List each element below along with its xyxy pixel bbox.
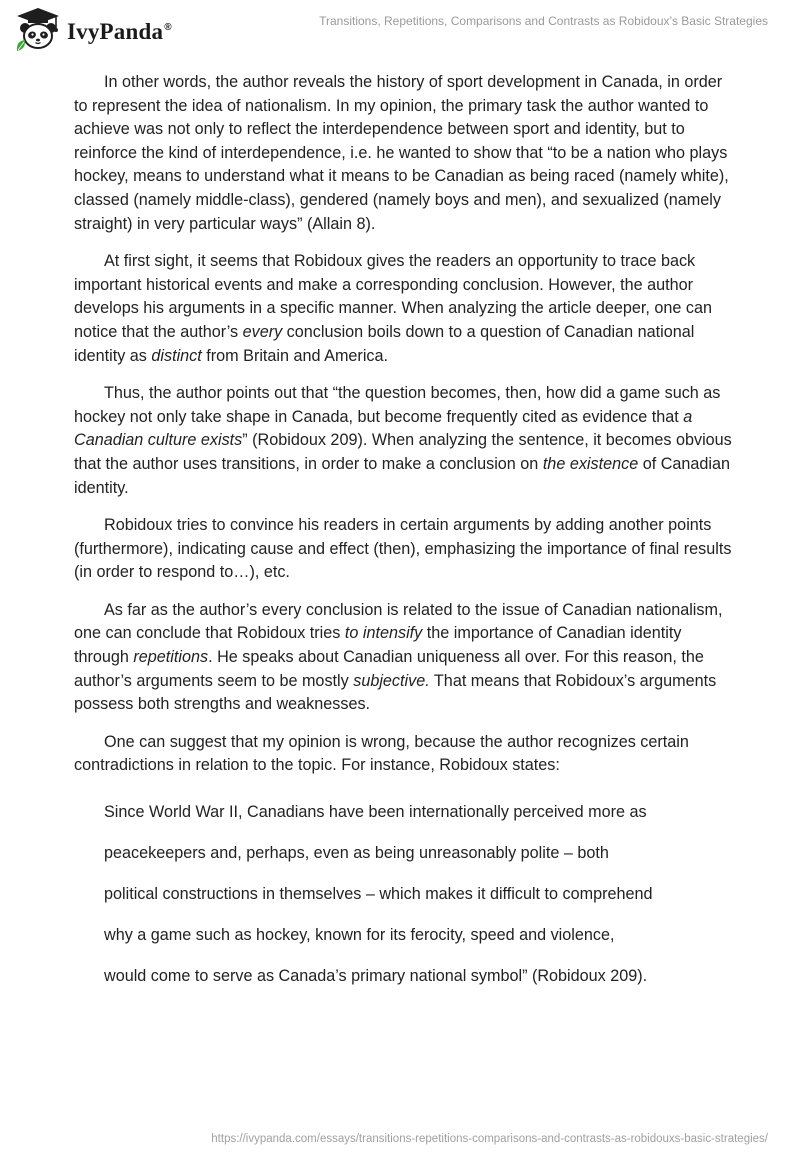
panda-graduate-icon [14, 7, 62, 53]
paragraph-3: Thus, the author points out that “the question becomes, then, how did a game such as hockey not only take shape in Canada, but become frequently cited as evidence that a Canadian culture exists” (Robidoux 209). When analyzing the sentence, it becomes obvious that the author uses transitions, in order to make a conclusion on the existence of Canadian identity. [74, 384, 732, 497]
paragraph-6: One can suggest that my opinion is wrong, because the author recognizes certain contradictions in relation to the topic. For instance, Robidoux states: [74, 732, 689, 775]
paragraph-2: At first sight, it seems that Robidoux gives the readers an opportunity to trace back important historical events and make a corresponding conclusion. However, the author develops his arguments in a specific manner. When analyzing the article deeper, one can notice that the author’s every conclusion boils down to a question of Canadian national identity as distinct from Britain and America. [74, 252, 712, 365]
quote-line: would come to serve as Canada’s primary national symbol” (Robidoux 209). [104, 967, 648, 986]
paragraph-4: Robidoux tries to convince his readers in certain arguments by adding another points (furthermore), indicating cause and effect (then), emphasizing the importance of final results (in order to respond to…), etc. [74, 516, 732, 582]
quote-line: political constructions in themselves – which makes it difficult to comprehend [104, 885, 653, 904]
quote-line: peacekeepers and, perhaps, even as being unreasonably polite – both [104, 844, 609, 863]
ivypanda-logo[interactable] [14, 7, 172, 53]
quote-line: Since World War II, Canadians have been internationally perceived more as [104, 803, 647, 822]
block-quote [74, 792, 734, 997]
quote-line: why a game such as hockey, known for its ferocity, speed and violence, [104, 926, 615, 945]
paragraph-1: In other words, the author reveals the history of sport development in Canada, in order to represent the idea of nationalism. In my opinion, the primary task the author wanted to achieve was not only to reflect the interdependence between sport and identity, but to reinforce the kind of interdependence, i.e. he wanted to show that “to be a nation who plays hockey, means to understand what it means to be Canadian as being raced (namely white), classed (namely middle-class), gendered (namely boys and men), and sexualized (namely straight) in very particular ways” (Allain 8). [74, 73, 729, 233]
logo-wordmark: IvyPanda® [67, 19, 172, 44]
running-title: Transitions, Repetitions, Comparisons and Contrasts as Robidoux’s Basic Strategies [319, 14, 768, 28]
page-header [0, 0, 800, 64]
paragraph-5: As far as the author’s every conclusion is related to the issue of Canadian nationalism, one can conclude that Robidoux tries to intensify the importance of Canadian identity through repetitions. He speaks about Canadian uniqueness all over. For this reason, the author’s arguments seem to be mostly subjective. That means that Robidoux’s arguments possess both strengths and weaknesses. [74, 600, 723, 714]
essay-body [74, 71, 734, 997]
source-url[interactable]: https://ivypanda.com/essays/transitions-repetitions-comparisons-and-contrasts-as-robidouxs-basic-strategies/ [211, 1133, 768, 1145]
